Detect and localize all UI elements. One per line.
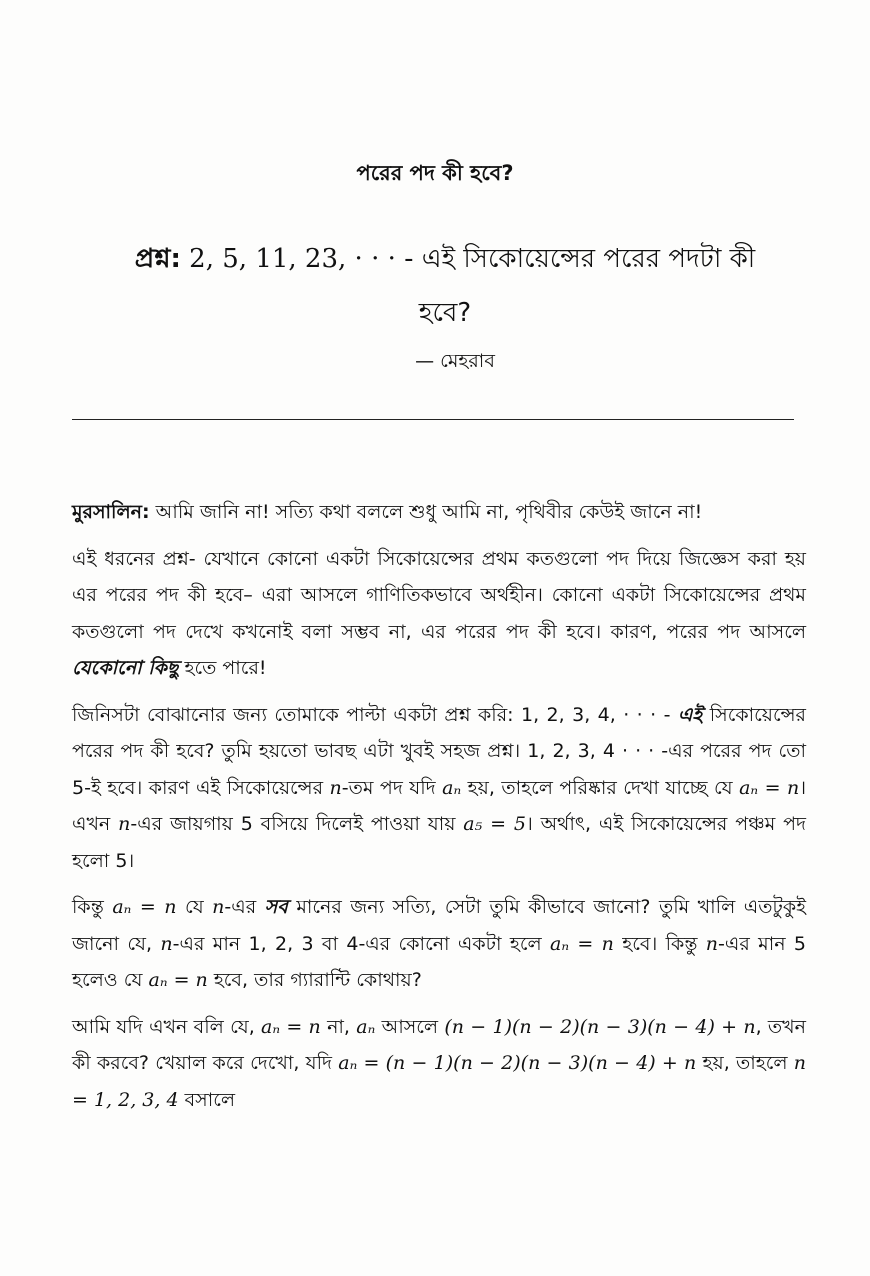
math-an: aₙ [356, 1015, 376, 1038]
paragraph-5-text-b: না, [327, 1015, 350, 1038]
math-equation: (n − 1)(n − 2)(n − 3)(n − 4) + n [444, 1015, 756, 1038]
question-block [110, 232, 780, 340]
paragraph-2 [72, 541, 806, 687]
paragraph-3-text-g: । অর্থাৎ, এই সিকোয়েন্সের পঞ্চম পদ হলো 5। [72, 813, 806, 872]
paragraph-4-text-e: -এর মান 1, 2, 3 বা 4-এর কোনো একটা হলে [172, 932, 542, 955]
paragraph-4-text-h: হবে, তার গ্যারান্টি কোথায়? [213, 969, 422, 991]
math-equation: n = 1, 2, 3, 4 [72, 1052, 807, 1111]
paragraph-3-text-c: -তম পদ যদি [341, 776, 436, 799]
speaker-name: মুরসালিন: [72, 501, 150, 523]
question-attribution: — মেহরাব [415, 350, 495, 372]
math-an: aₙ [442, 776, 462, 799]
math-n: n [329, 776, 342, 799]
math-equation: aₙ = n [739, 776, 800, 799]
paragraph-5-text-d: , তখন কী করবে? খেয়াল করে দেখো, যদি [72, 1015, 806, 1074]
paragraph-3-text-b: সিকোয়েন্সের পরের পদ কী হবে? তুমি হয়তো ভাবছ এটা খুবই সহজ প্রশ্ন। 1, 2, 3, 4 · · · -এর পরের পদ তো 5-ই হবে। কারণ এই সিকোয়েন্সের [72, 703, 806, 799]
paragraph-3-text-a: জিনিসটা বোঝানোর জন্য তোমাকে পাল্টা একটা প্রশ্ন করি: 1, 2, 3, 4, · · · - [72, 703, 671, 726]
answer-body [72, 494, 806, 1128]
paragraph-3-text-f: -এর জায়গায় 5 বসিয়ে দিলেই পাওয়া যায় [130, 813, 456, 835]
paragraph-4-text-f: হবে। কিন্তু [622, 932, 698, 955]
math-equation: aₙ = n [261, 1015, 321, 1038]
math-equation: a₅ = 5 [463, 813, 526, 835]
page-title: পরের পদ কী হবে? [356, 161, 514, 185]
math-n: n [118, 813, 131, 835]
paragraph-2-emphasis: যেকোনো কিছু [72, 657, 179, 679]
math-n: n [160, 932, 173, 955]
question-sequence: 2, 5, 11, 23, · · · [189, 244, 396, 274]
math-n: n [212, 896, 225, 918]
question-label: প্রশ্ন: [134, 244, 181, 274]
math-equation: aₙ = (n − 1)(n − 2)(n − 3)(n − 4) + n [338, 1052, 697, 1074]
paragraph-5-text-f: বসালে [184, 1088, 236, 1111]
paragraph-5-text-a: আমি যদি এখন বলি যে, [72, 1015, 255, 1038]
paragraph-4-text-d: মানের জন্য সত্যি, সেটা তুমি কীভাবে জানো? তুমি খালি এতটুকুই জানো যে, [72, 896, 806, 955]
math-equation: aₙ = n [550, 932, 614, 955]
paragraph-5-text-c: আসলে [381, 1015, 439, 1038]
paragraph-4-emphasis: সব [264, 896, 288, 918]
math-n: n [705, 932, 719, 955]
paragraph-3-text-d: হয়, তাহলে পরিষ্কার দেখা যাচ্ছে যে [467, 776, 733, 799]
paragraph-4-text-c: -এর [224, 896, 257, 918]
paragraph-5 [72, 1009, 806, 1119]
paragraph-3 [72, 697, 806, 880]
math-equation: aₙ = n [148, 969, 208, 991]
question-text: - এই সিকোয়েন্সের পরের পদটা কী হবে? [404, 244, 756, 328]
math-equation: aₙ = n [112, 896, 177, 918]
paragraph-3-emphasis: এই [677, 703, 703, 726]
paragraph-2-text-b: হতে পারে! [184, 657, 267, 679]
paragraph-3-text-e: । এখন [72, 776, 807, 835]
paragraph-4-text-a: কিন্তু [72, 896, 104, 918]
paragraph-4-text-g: -এর মান 5 হলেও যে [72, 932, 806, 991]
paragraph-4 [72, 889, 806, 999]
paragraph-5-text-e: হয়, তাহলে [702, 1052, 788, 1074]
paragraph-1 [72, 494, 806, 531]
paragraph-1-text: আমি জানি না! সত্যি কথা বললে শুধু আমি না, পৃথিবীর কেউই জানে না! [155, 501, 703, 523]
paragraph-4-text-b: যে [185, 896, 204, 918]
paragraph-2-text-a: এই ধরনের প্রশ্ন- যেখানে কোনো একটা সিকোয়েন্সের প্রথম কতগুলো পদ দিয়ে জিজ্ঞেস করা হয় এর পরের পদ কী হবে– এরা আসলে গাণিতিকভাবে অর্থহীন। কোনো একটা সিকোয়েন্সের প্রথম কতগুলো পদ দেখে কখনোই বলা সম্ভব না, এর পরের পদ কী হবে। কারণ, পরের পদ আসলে [72, 547, 806, 643]
section-divider [72, 419, 794, 420]
